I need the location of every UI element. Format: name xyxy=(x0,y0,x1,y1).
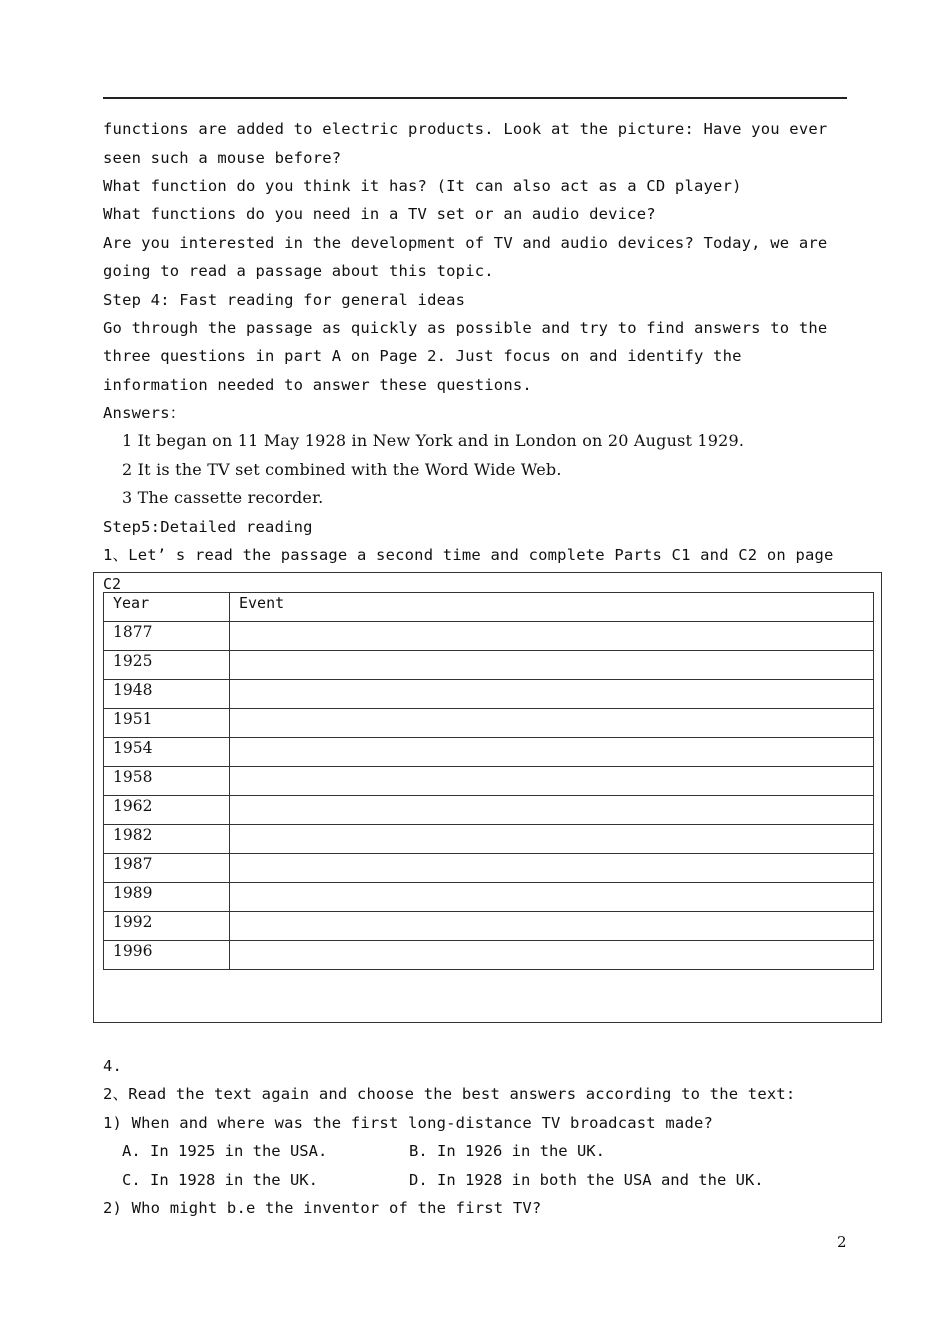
event-cell[interactable] xyxy=(230,767,874,796)
text-line: three questions in part A on Page 2. Just focus on and identify the xyxy=(103,347,742,365)
option-d[interactable]: D. In 1928 in both the USA and the UK. xyxy=(409,1171,764,1189)
year-cell: 1992 xyxy=(104,912,230,941)
question-2: 2) Who might b.e the inventor of the first TV? xyxy=(103,1199,542,1217)
table-row xyxy=(104,738,874,767)
event-cell[interactable] xyxy=(230,709,874,738)
header-event: Event xyxy=(230,593,874,622)
year-cell: 1877 xyxy=(104,622,230,651)
event-cell[interactable] xyxy=(230,651,874,680)
year-cell: 1925 xyxy=(104,651,230,680)
text-line: 4. xyxy=(103,1057,123,1075)
table-caption: C2 xyxy=(103,575,122,593)
text-line: Go through the passage as quickly as possible and try to find answers to the xyxy=(103,319,828,337)
year-cell: 1996 xyxy=(104,941,230,970)
answer-3: 3 The cassette recorder. xyxy=(122,488,324,507)
text-line: 1、Let’ s read the passage a second time and complete Parts C1 and C2 on page xyxy=(103,546,834,564)
question-1: 1) When and where was the first long-distance TV broadcast made? xyxy=(103,1114,714,1132)
event-cell[interactable] xyxy=(230,738,874,767)
table-row xyxy=(104,651,874,680)
event-cell[interactable] xyxy=(230,825,874,854)
text-line: seen such a mouse before? xyxy=(103,149,342,167)
answers-label: Answers： xyxy=(103,404,186,422)
text-line: Are you interested in the development of TV and audio devices? Today, we are xyxy=(103,234,828,252)
option-a[interactable]: A. In 1925 in the USA. xyxy=(122,1142,328,1160)
step4-heading: Step 4: Fast reading for general ideas xyxy=(103,291,466,309)
event-cell[interactable] xyxy=(230,854,874,883)
header-rule xyxy=(103,97,847,99)
table-row xyxy=(104,796,874,825)
answer-1: 1 It began on 11 May 1928 in New York and in London on 20 August 1929. xyxy=(122,431,745,450)
year-cell: 1989 xyxy=(104,883,230,912)
table-row xyxy=(104,854,874,883)
table-row xyxy=(104,941,874,970)
event-cell[interactable] xyxy=(230,680,874,709)
year-cell: 1958 xyxy=(104,767,230,796)
year-cell: 1962 xyxy=(104,796,230,825)
table-header-row xyxy=(104,593,874,622)
table-row xyxy=(104,767,874,796)
text-line: What function do you think it has? (It can also act as a CD player) xyxy=(103,177,742,195)
event-cell[interactable] xyxy=(230,912,874,941)
text-line: 2、Read the text again and choose the best answers according to the text: xyxy=(103,1085,796,1103)
option-c[interactable]: C. In 1928 in the UK. xyxy=(122,1171,318,1189)
year-cell: 1948 xyxy=(104,680,230,709)
text-line: functions are added to electric products. Look at the picture: Have you ever xyxy=(103,120,828,138)
table-row xyxy=(104,680,874,709)
text-line: information needed to answer these questions. xyxy=(103,376,532,394)
event-cell[interactable] xyxy=(230,883,874,912)
year-cell: 1954 xyxy=(104,738,230,767)
table-row xyxy=(104,883,874,912)
events-table xyxy=(103,592,874,970)
step5-heading: Step5:Detailed reading xyxy=(103,518,313,536)
header-year: Year xyxy=(104,593,230,622)
text-line: going to read a passage about this topic. xyxy=(103,262,494,280)
year-cell: 1951 xyxy=(104,709,230,738)
year-cell: 1987 xyxy=(104,854,230,883)
event-cell[interactable] xyxy=(230,941,874,970)
table-row xyxy=(104,709,874,738)
table-row xyxy=(104,622,874,651)
page-number: 2 xyxy=(837,1233,847,1251)
event-cell[interactable] xyxy=(230,796,874,825)
year-cell: 1982 xyxy=(104,825,230,854)
answer-2: 2 It is the TV set combined with the Word Wide Web. xyxy=(122,460,562,479)
table-row xyxy=(104,912,874,941)
table-row xyxy=(104,825,874,854)
event-cell[interactable] xyxy=(230,622,874,651)
table-frame xyxy=(93,572,882,1023)
text-line: What functions do you need in a TV set or an audio device? xyxy=(103,205,656,223)
option-b[interactable]: B. In 1926 in the UK. xyxy=(409,1142,605,1160)
